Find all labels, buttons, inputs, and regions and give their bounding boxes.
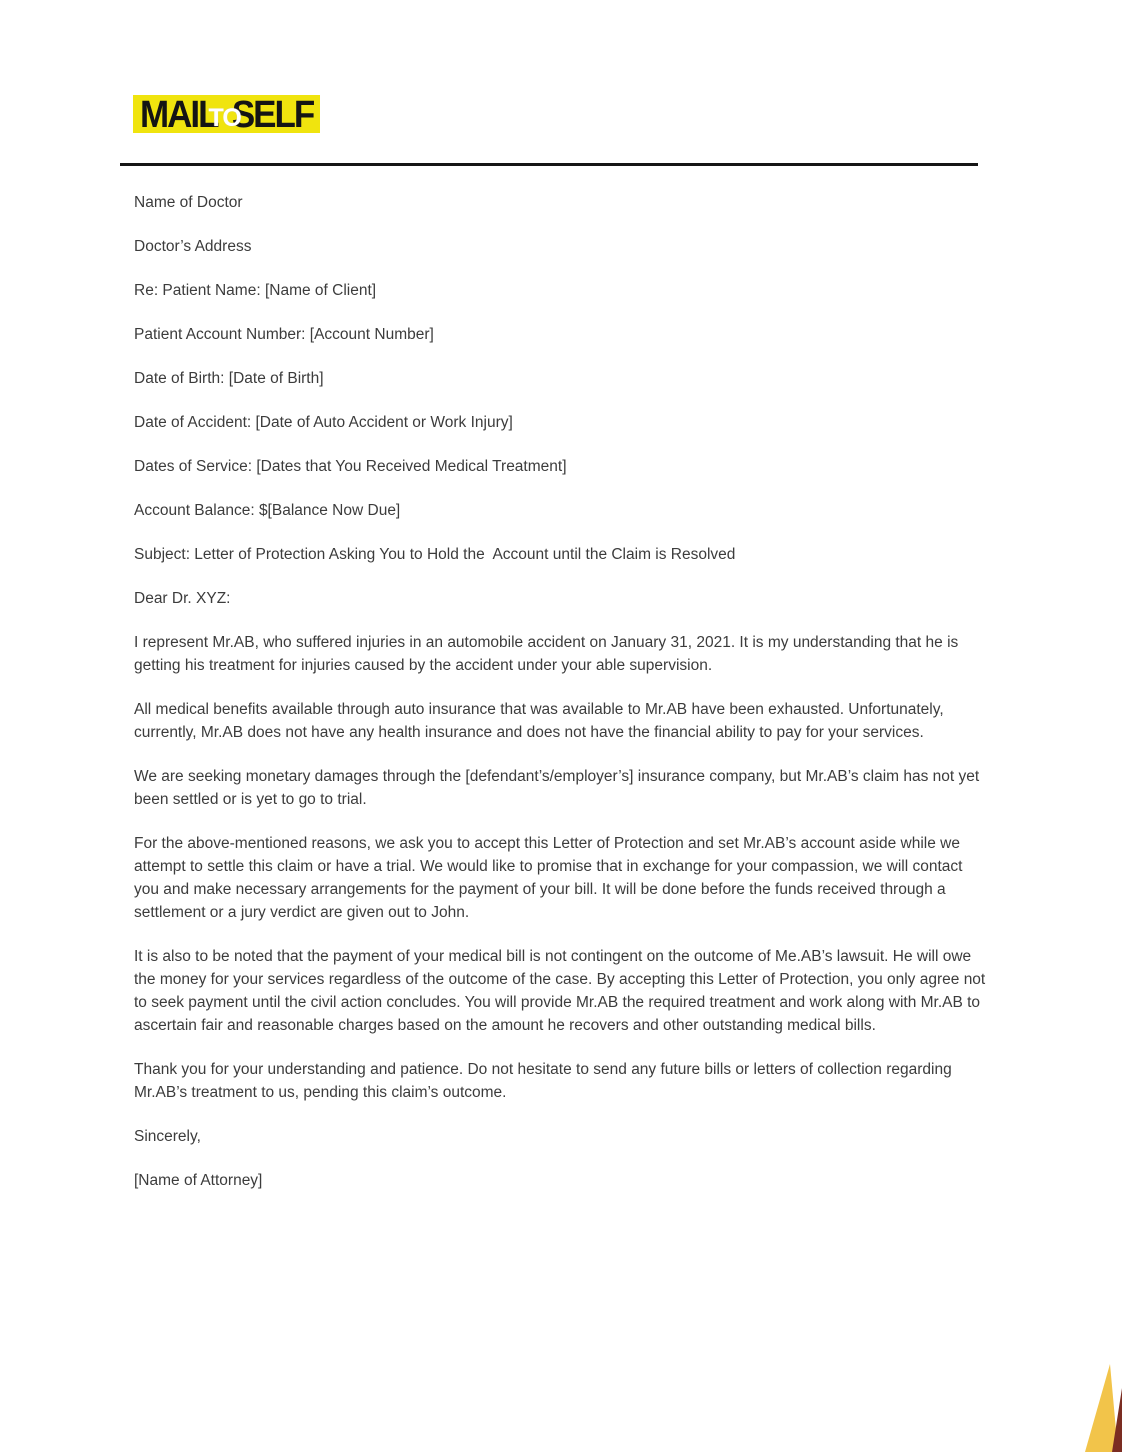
patient-account-number-line: Patient Account Number: [Account Number] — [134, 326, 434, 343]
closing: Sincerely, — [134, 1128, 201, 1145]
logo-self-text: SELF — [231, 92, 314, 136]
paragraph-thank-you: Thank you for your understanding and patience. Do not hesitate to send any future bills or letters of collection regarding Mr.AB’s treatment to us, pending this claim’s outcome. — [134, 1061, 956, 1101]
mail-to-self-logo — [133, 92, 320, 136]
account-balance-line: Account Balance: $[Balance Now Due] — [134, 502, 401, 519]
letter-body — [134, 191, 990, 1213]
recipient-name-line: Name of Doctor — [134, 194, 243, 211]
letterhead-divider-rule — [120, 163, 978, 166]
paragraph-accept-letter: For the above-mentioned reasons, we ask you to accept this Letter of Protection and set Mr.AB’s account aside while we attempt to settle this claim or have a trial. We would like to promise that in exchange for your compassion, we will contact you and make necessary arrangements for the payment of your bill. It will be done before the funds received through a settlement or a jury verdict are given out to John. — [134, 835, 967, 921]
paragraph-seeking-damages: We are seeking monetary damages through the [defendant’s/employer’s] insurance company, but Mr.AB’s claim has not yet been settled or is yet to go to trial. — [134, 768, 984, 808]
logo-mail-text: MAIL — [140, 92, 218, 136]
recipient-address-line: Doctor’s Address — [134, 238, 252, 255]
logo-to-text: TO — [208, 103, 241, 132]
date-of-birth-line: Date of Birth: [Date of Birth] — [134, 370, 324, 387]
paragraph-not-contingent: It is also to be noted that the payment of your medical bill is not contingent on the outcome of Me.AB’s lawsuit. He will owe the money for your services regardless of the outcome of the case. By accepting this Letter of Protection, you only agree not to seek payment until the civil action concludes. You will provide Mr.AB the required treatment and work along with Mr.AB to ascertain fair and reasonable charges based on the amount he recovers and other outstanding medical bills. — [134, 948, 990, 1034]
re-patient-name-line: Re: Patient Name: [Name of Client] — [134, 282, 377, 299]
signature-name: [Name of Attorney] — [134, 1172, 263, 1189]
corner-ribbon-decoration — [1062, 1352, 1122, 1452]
paragraph-represent: I represent Mr.AB, who suffered injuries in an automobile accident on January 31, 2021. It is my understanding that he is getting his treatment for injuries caused by the accident under your able supervision. — [134, 634, 963, 674]
corner-ribbon-yellow-icon — [1085, 1364, 1118, 1452]
date-of-accident-line: Date of Accident: [Date of Auto Accident or Work Injury] — [134, 414, 513, 431]
paragraph-benefits-exhausted: All medical benefits available through auto insurance that was available to Mr.AB have been exhausted. Unfortunately, currently, Mr.AB does not have any health insurance and does not have the financial ability to pay for your services. — [134, 701, 948, 741]
dates-of-service-line: Dates of Service: [Dates that You Received Medical Treatment] — [134, 458, 567, 475]
salutation: Dear Dr. XYZ: — [134, 590, 231, 607]
subject-line: Subject: Letter of Protection Asking You to Hold the Account until the Claim is Resolved — [134, 546, 736, 563]
